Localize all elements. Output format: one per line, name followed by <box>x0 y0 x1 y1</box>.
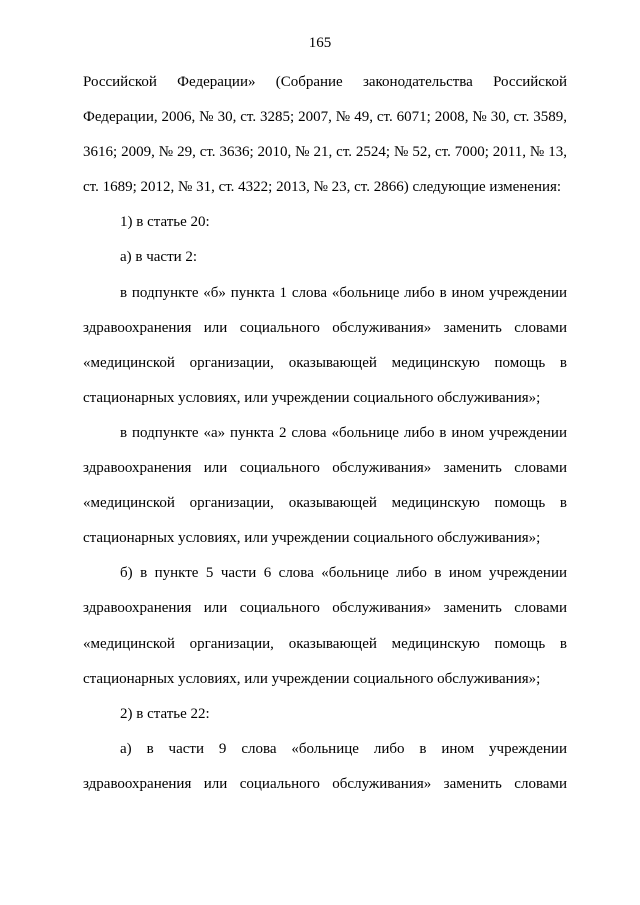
page-number: 165 <box>308 35 332 51</box>
paragraph-part-9: а) в части 9 слова «больнице либо в ином учреждении здравоохранения или социального обслуживания» заменить словами <box>83 740 567 792</box>
paragraph-subpoint-b: в подпункте «б» пункта 1 слова «больнице либо в ином учреждении здравоохранения или социального обслуживания» заменить словами «медицинской организации, оказывающей медицинскую помощь в стационарных условиях, или учреждении социального обслуживания»; <box>83 284 567 406</box>
paragraph-part-2: а) в части 2: <box>120 249 198 266</box>
paragraph-article-20: 1) в статье 20: <box>120 214 210 231</box>
paragraph-intro-continuation: Российской Федерации» (Собрание законодательства Российской Федерации, 2006, № 30, ст. 3285; 2007, № 49, ст. 6071; 2008, № 30, ст. 3589, 3616; 2009, № 29, ст. 3636; 2010, № 21, ст. 2524; № 52, ст. 7000; 2011, № 13, ст. 1689; 2012, № 31, ст. 4322; 2013, № 23, ст. 2866) следующие изменения: <box>83 74 567 196</box>
paragraph-article-22: 2) в статье 22: <box>120 705 210 722</box>
document-body <box>83 65 567 802</box>
paragraph-subpoint-a: в подпункте «а» пункта 2 слова «больнице либо в ином учреждении здравоохранения или социального обслуживания» заменить словами «медицинской организации, оказывающей медицинскую помощь в стационарных условиях, или учреждении социального обслуживания»; <box>83 424 567 547</box>
paragraph-point-5: б) в пункте 5 части 6 слова «больнице либо в ином учреждении здравоохранения или социального обслуживания» заменить словами «медицинской организации, оказывающей медицинскую помощь в стационарных условиях, или учреждении социального обслуживания»; <box>83 565 567 687</box>
